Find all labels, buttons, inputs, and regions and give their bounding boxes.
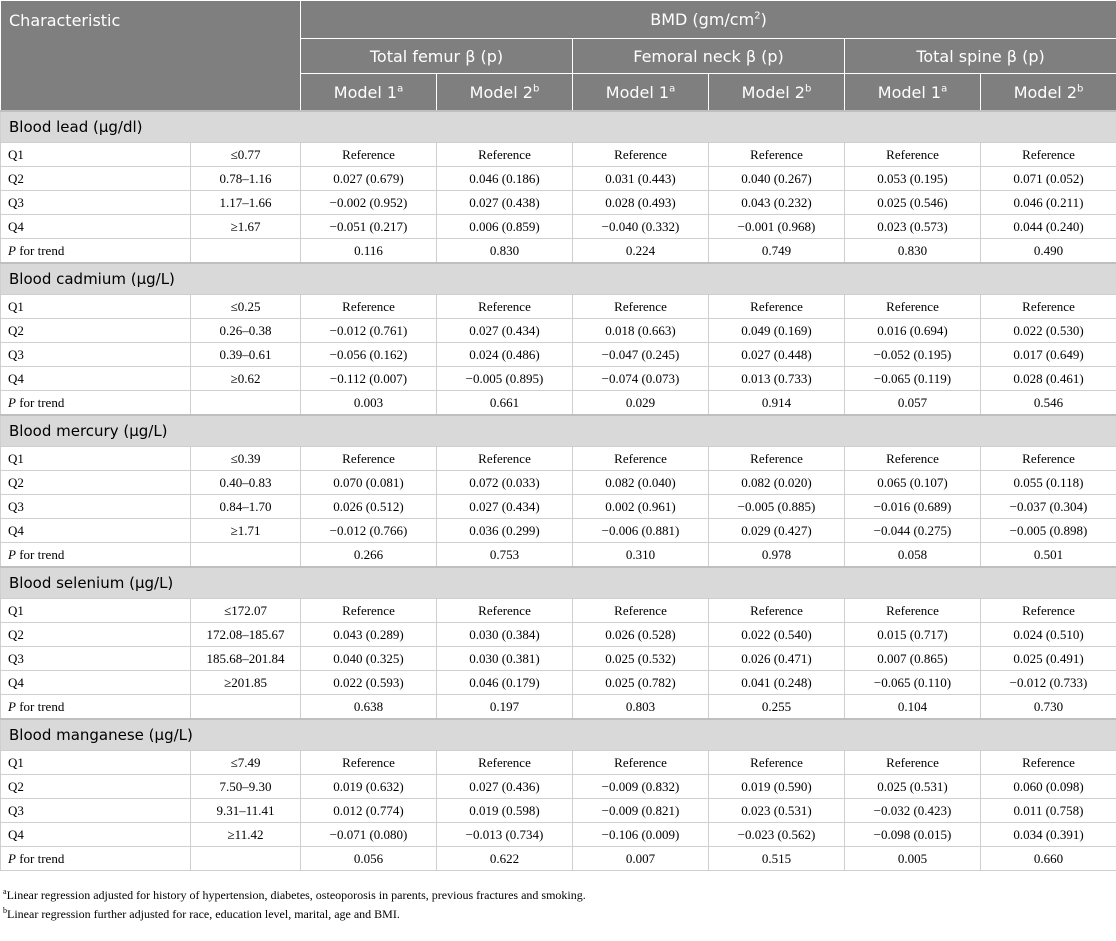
beta-cell: −0.040 (0.332): [573, 215, 709, 239]
trend-value: 0.224: [573, 239, 709, 264]
trend-value: 0.104: [845, 695, 981, 720]
quartile-label: Q2: [1, 471, 191, 495]
table-row: [1, 167, 1116, 191]
trend-value: 0.660: [981, 847, 1116, 871]
beta-cell: 0.031 (0.443): [573, 167, 709, 191]
trend-value: 0.978: [709, 543, 845, 568]
group-header-total-spine: Total spine β (p): [845, 39, 1116, 74]
empty-cell: [191, 847, 301, 871]
beta-cell: −0.047 (0.245): [573, 343, 709, 367]
beta-cell: Reference: [437, 447, 573, 471]
trend-value: 0.197: [437, 695, 573, 720]
beta-cell: 0.046 (0.211): [981, 191, 1116, 215]
beta-cell: Reference: [301, 447, 437, 471]
footnote: [3, 903, 1116, 922]
trend-value: 0.058: [845, 543, 981, 568]
trend-label: [1, 543, 191, 568]
model-superscript: b: [804, 83, 812, 95]
beta-cell: 0.040 (0.325): [301, 647, 437, 671]
beta-cell: −0.023 (0.562): [709, 823, 845, 847]
beta-cell: 0.046 (0.186): [437, 167, 573, 191]
beta-cell: 0.022 (0.530): [981, 319, 1116, 343]
section-row: [1, 567, 1116, 599]
beta-cell: −0.098 (0.015): [845, 823, 981, 847]
table-row: [1, 599, 1116, 623]
model-superscript: b: [532, 83, 540, 95]
beta-cell: −0.005 (0.885): [709, 495, 845, 519]
beta-cell: −0.065 (0.110): [845, 671, 981, 695]
group-header-femoral-neck: Femoral neck β (p): [573, 39, 845, 74]
trend-row: [1, 391, 1116, 416]
quartile-label: Q4: [1, 823, 191, 847]
empty-cell: [191, 695, 301, 720]
table-row: [1, 471, 1116, 495]
trend-label-text: for trend: [15, 698, 65, 714]
beta-cell: Reference: [437, 295, 573, 319]
trend-label-p: P: [8, 850, 16, 866]
beta-cell: 0.026 (0.512): [301, 495, 437, 519]
beta-cell: 0.027 (0.434): [437, 319, 573, 343]
quartile-range: 0.40–0.83: [191, 471, 301, 495]
model-superscript: a: [397, 83, 404, 95]
beta-cell: 0.016 (0.694): [845, 319, 981, 343]
quartile-range: ≥201.85: [191, 671, 301, 695]
model-label: Model 1: [333, 82, 398, 102]
model-2-header: [437, 74, 573, 112]
beta-cell: Reference: [709, 295, 845, 319]
footnotes: [0, 884, 1116, 922]
model-1-header: [573, 74, 709, 112]
model-label: Model 2: [469, 82, 533, 102]
trend-value: 0.830: [845, 239, 981, 264]
table-row: [1, 319, 1116, 343]
trend-value: 0.753: [437, 543, 573, 568]
beta-cell: 0.034 (0.391): [981, 823, 1116, 847]
quartile-label: Q1: [1, 447, 191, 471]
table-row: [1, 191, 1116, 215]
footnote-text: Linear regression adjusted for history of hypertension, diabetes, osteoporosis in parents, previous fractures and smoking.: [6, 888, 586, 902]
model-label: Model 1: [605, 82, 670, 102]
footnote: [3, 884, 1116, 903]
beta-cell: 0.055 (0.118): [981, 471, 1116, 495]
beta-cell: Reference: [573, 751, 709, 775]
quartile-label: Q4: [1, 519, 191, 543]
beta-cell: Reference: [573, 599, 709, 623]
trend-value: 0.255: [709, 695, 845, 720]
beta-cell: 0.017 (0.649): [981, 343, 1116, 367]
table-row: [1, 495, 1116, 519]
beta-cell: 0.018 (0.663): [573, 319, 709, 343]
quartile-range: ≤7.49: [191, 751, 301, 775]
footnote-marker: b: [3, 906, 7, 915]
model-label: Model 2: [1013, 82, 1077, 102]
quartile-range: 0.26–0.38: [191, 319, 301, 343]
beta-cell: 0.028 (0.493): [573, 191, 709, 215]
beta-cell: −0.016 (0.689): [845, 495, 981, 519]
beta-cell: 0.049 (0.169): [709, 319, 845, 343]
beta-cell: −0.074 (0.073): [573, 367, 709, 391]
beta-cell: −0.001 (0.968): [709, 215, 845, 239]
beta-cell: Reference: [845, 751, 981, 775]
table-row: [1, 671, 1116, 695]
quartile-label: Q1: [1, 143, 191, 167]
beta-cell: −0.012 (0.761): [301, 319, 437, 343]
beta-cell: 0.053 (0.195): [845, 167, 981, 191]
beta-cell: Reference: [301, 599, 437, 623]
trend-value: 0.914: [709, 391, 845, 416]
quartile-label: Q2: [1, 167, 191, 191]
quartile-range: 185.68–201.84: [191, 647, 301, 671]
beta-cell: 0.025 (0.546): [845, 191, 981, 215]
beta-cell: Reference: [573, 143, 709, 167]
beta-cell: −0.044 (0.275): [845, 519, 981, 543]
quartile-range: 172.08–185.67: [191, 623, 301, 647]
beta-cell: 0.023 (0.573): [845, 215, 981, 239]
beta-cell: −0.032 (0.423): [845, 799, 981, 823]
beta-cell: Reference: [709, 143, 845, 167]
quartile-range: 0.39–0.61: [191, 343, 301, 367]
quartile-range: ≤0.25: [191, 295, 301, 319]
beta-cell: −0.112 (0.007): [301, 367, 437, 391]
beta-cell: 0.040 (0.267): [709, 167, 845, 191]
beta-cell: 0.002 (0.961): [573, 495, 709, 519]
quartile-label: Q4: [1, 215, 191, 239]
trend-label-text: for trend: [15, 242, 65, 258]
beta-cell: Reference: [301, 751, 437, 775]
beta-cell: 0.019 (0.632): [301, 775, 437, 799]
quartile-range: ≥1.71: [191, 519, 301, 543]
trend-row: [1, 543, 1116, 568]
beta-cell: 0.015 (0.717): [845, 623, 981, 647]
model-label: Model 2: [741, 82, 805, 102]
quartile-range: ≥0.62: [191, 367, 301, 391]
quartile-label: Q2: [1, 775, 191, 799]
quartile-label: Q3: [1, 647, 191, 671]
trend-label-text: for trend: [15, 850, 65, 866]
quartile-range: 0.78–1.16: [191, 167, 301, 191]
beta-cell: 0.025 (0.531): [845, 775, 981, 799]
beta-cell: 0.044 (0.240): [981, 215, 1116, 239]
beta-cell: 0.060 (0.098): [981, 775, 1116, 799]
quartile-range: ≤0.77: [191, 143, 301, 167]
beta-cell: −0.005 (0.895): [437, 367, 573, 391]
table-row: [1, 823, 1116, 847]
quartile-label: Q3: [1, 495, 191, 519]
trend-value: 0.730: [981, 695, 1116, 720]
quartile-range: ≤0.39: [191, 447, 301, 471]
beta-cell: 0.028 (0.461): [981, 367, 1116, 391]
beta-cell: 0.072 (0.033): [437, 471, 573, 495]
table-row: [1, 215, 1116, 239]
beta-cell: 0.006 (0.859): [437, 215, 573, 239]
quartile-range: ≥11.42: [191, 823, 301, 847]
beta-cell: −0.009 (0.832): [573, 775, 709, 799]
beta-cell: −0.051 (0.217): [301, 215, 437, 239]
beta-cell: −0.005 (0.898): [981, 519, 1116, 543]
beta-cell: −0.071 (0.080): [301, 823, 437, 847]
section-row: [1, 111, 1116, 143]
beta-cell: −0.012 (0.733): [981, 671, 1116, 695]
table-row: [1, 295, 1116, 319]
trend-value: 0.546: [981, 391, 1116, 416]
section-title: Blood selenium (μg/L): [1, 567, 1116, 599]
trend-value: 0.116: [301, 239, 437, 264]
trend-row: [1, 847, 1116, 871]
trend-value: 0.007: [573, 847, 709, 871]
beta-cell: Reference: [437, 751, 573, 775]
empty-cell: [191, 391, 301, 416]
table-row: [1, 143, 1116, 167]
quartile-range: 0.84–1.70: [191, 495, 301, 519]
trend-value: 0.029: [573, 391, 709, 416]
empty-cell: [191, 543, 301, 568]
beta-cell: Reference: [573, 295, 709, 319]
beta-cell: 0.024 (0.486): [437, 343, 573, 367]
beta-cell: 0.012 (0.774): [301, 799, 437, 823]
beta-cell: 0.027 (0.434): [437, 495, 573, 519]
beta-cell: Reference: [845, 447, 981, 471]
quartile-label: Q1: [1, 751, 191, 775]
bmd-header: BMD $(gm/cm^2)$: [301, 1, 1116, 39]
section-title: Blood mercury (μg/L): [1, 415, 1116, 447]
trend-row: [1, 239, 1116, 264]
quartile-label: Q2: [1, 623, 191, 647]
beta-cell: 0.022 (0.540): [709, 623, 845, 647]
beta-cell: Reference: [981, 599, 1116, 623]
beta-cell: Reference: [981, 751, 1116, 775]
beta-cell: Reference: [573, 447, 709, 471]
quartile-label: Q1: [1, 599, 191, 623]
trend-value: 0.057: [845, 391, 981, 416]
footnote-marker: a: [3, 887, 7, 896]
quartile-range: 1.17–1.66: [191, 191, 301, 215]
beta-cell: 0.027 (0.436): [437, 775, 573, 799]
model-2-header: [709, 74, 845, 112]
beta-cell: −0.012 (0.766): [301, 519, 437, 543]
beta-cell: 0.023 (0.531): [709, 799, 845, 823]
section-title: Blood lead (μg/dl): [1, 111, 1116, 143]
trend-label: [1, 695, 191, 720]
beta-cell: Reference: [981, 447, 1116, 471]
trend-value: 0.266: [301, 543, 437, 568]
empty-cell: [191, 239, 301, 264]
trend-value: 0.515: [709, 847, 845, 871]
beta-cell: 0.027 (0.438): [437, 191, 573, 215]
beta-cell: 0.082 (0.020): [709, 471, 845, 495]
trend-label: [1, 847, 191, 871]
trend-label: [1, 239, 191, 264]
trend-label-p: P: [8, 394, 16, 410]
table-row: [1, 775, 1116, 799]
beta-cell: −0.037 (0.304): [981, 495, 1116, 519]
quartile-label: Q4: [1, 367, 191, 391]
beta-cell: 0.022 (0.593): [301, 671, 437, 695]
model-superscript: a: [669, 83, 676, 95]
beta-cell: 0.071 (0.052): [981, 167, 1116, 191]
beta-cell: Reference: [709, 751, 845, 775]
beta-cell: 0.027 (0.679): [301, 167, 437, 191]
beta-cell: 0.036 (0.299): [437, 519, 573, 543]
table-row: [1, 447, 1116, 471]
beta-cell: 0.019 (0.590): [709, 775, 845, 799]
quartile-label: Q2: [1, 319, 191, 343]
beta-cell: Reference: [709, 599, 845, 623]
trend-row: [1, 695, 1116, 720]
section-row: [1, 415, 1116, 447]
beta-cell: 0.026 (0.528): [573, 623, 709, 647]
beta-cell: 0.026 (0.471): [709, 647, 845, 671]
model-1-header: [845, 74, 981, 112]
quartile-range: ≥1.67: [191, 215, 301, 239]
trend-value: 0.803: [573, 695, 709, 720]
beta-cell: 0.025 (0.532): [573, 647, 709, 671]
beta-cell: −0.052 (0.195): [845, 343, 981, 367]
group-header-total-femur: Total femur β (p): [301, 39, 573, 74]
trend-value: 0.056: [301, 847, 437, 871]
beta-cell: Reference: [437, 143, 573, 167]
table-row: [1, 623, 1116, 647]
trend-value: 0.830: [437, 239, 573, 264]
beta-cell: 0.070 (0.081): [301, 471, 437, 495]
trend-value: 0.661: [437, 391, 573, 416]
beta-cell: 0.013 (0.733): [709, 367, 845, 391]
beta-cell: 0.030 (0.381): [437, 647, 573, 671]
beta-cell: 0.007 (0.865): [845, 647, 981, 671]
trend-value: 0.622: [437, 847, 573, 871]
beta-cell: −0.002 (0.952): [301, 191, 437, 215]
beta-cell: 0.043 (0.232): [709, 191, 845, 215]
trend-label-p: P: [8, 698, 16, 714]
beta-cell: Reference: [981, 295, 1116, 319]
beta-cell: 0.041 (0.248): [709, 671, 845, 695]
quartile-label: Q1: [1, 295, 191, 319]
beta-cell: −0.009 (0.821): [573, 799, 709, 823]
trend-label-p: P: [8, 546, 16, 562]
beta-cell: 0.043 (0.289): [301, 623, 437, 647]
beta-cell: −0.013 (0.734): [437, 823, 573, 847]
beta-cell: Reference: [845, 599, 981, 623]
beta-cell: 0.082 (0.040): [573, 471, 709, 495]
trend-label-text: for trend: [15, 546, 65, 562]
beta-cell: 0.027 (0.448): [709, 343, 845, 367]
table-header: [1, 1, 1116, 112]
beta-cell: −0.006 (0.881): [573, 519, 709, 543]
section-row: [1, 263, 1116, 295]
section-title: Blood cadmium (μg/L): [1, 263, 1116, 295]
beta-cell: 0.024 (0.510): [981, 623, 1116, 647]
trend-value: 0.638: [301, 695, 437, 720]
beta-cell: Reference: [301, 295, 437, 319]
beta-cell: 0.025 (0.782): [573, 671, 709, 695]
beta-cell: 0.030 (0.384): [437, 623, 573, 647]
model-label: Model 1: [877, 82, 942, 102]
beta-cell: −0.065 (0.119): [845, 367, 981, 391]
beta-cell: 0.065 (0.107): [845, 471, 981, 495]
beta-cell: Reference: [845, 295, 981, 319]
quartile-range: ≤172.07: [191, 599, 301, 623]
table-row: [1, 367, 1116, 391]
characteristic-header: Characteristic: [1, 1, 301, 112]
beta-cell: 0.025 (0.491): [981, 647, 1116, 671]
table-row: [1, 343, 1116, 367]
quartile-range: 9.31–11.41: [191, 799, 301, 823]
trend-value: 0.490: [981, 239, 1116, 264]
trend-value: 0.003: [301, 391, 437, 416]
beta-cell: Reference: [845, 143, 981, 167]
section-title: Blood manganese (μg/L): [1, 719, 1116, 751]
table-row: [1, 647, 1116, 671]
trend-value: 0.005: [845, 847, 981, 871]
table-row: [1, 799, 1116, 823]
beta-cell: Reference: [301, 143, 437, 167]
quartile-label: Q3: [1, 343, 191, 367]
beta-cell: −0.056 (0.162): [301, 343, 437, 367]
trend-label: [1, 391, 191, 416]
model-superscript: a: [941, 83, 948, 95]
beta-cell: 0.029 (0.427): [709, 519, 845, 543]
beta-cell: Reference: [437, 599, 573, 623]
trend-value: 0.749: [709, 239, 845, 264]
trend-value: 0.310: [573, 543, 709, 568]
model-1-header: [301, 74, 437, 112]
quartile-label: Q3: [1, 191, 191, 215]
footnote-text: Linear regression further adjusted for race, education level, marital, age and BMI.: [7, 907, 400, 921]
trend-label-p: P: [8, 242, 16, 258]
trend-value: 0.501: [981, 543, 1116, 568]
beta-cell: 0.046 (0.179): [437, 671, 573, 695]
quartile-range: 7.50–9.30: [191, 775, 301, 799]
trend-label-text: for trend: [15, 394, 65, 410]
model-2-header: [981, 74, 1116, 112]
model-superscript: b: [1077, 83, 1084, 95]
quartile-label: Q4: [1, 671, 191, 695]
quartile-label: Q3: [1, 799, 191, 823]
beta-cell: −0.106 (0.009): [573, 823, 709, 847]
beta-cell: Reference: [709, 447, 845, 471]
section-row: [1, 719, 1116, 751]
beta-cell: 0.011 (0.758): [981, 799, 1116, 823]
table-row: [1, 519, 1116, 543]
beta-cell: Reference: [981, 143, 1116, 167]
table-body: [1, 111, 1116, 871]
table-row: [1, 751, 1116, 775]
beta-cell: 0.019 (0.598): [437, 799, 573, 823]
